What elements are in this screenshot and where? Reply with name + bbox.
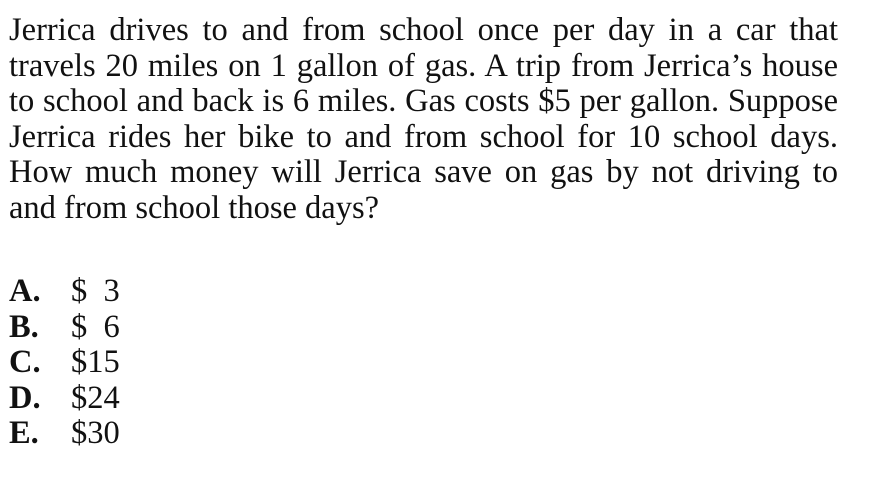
choice-value: $ 6 xyxy=(71,308,120,345)
choice-letter: E. xyxy=(9,415,39,451)
choice-letter: A. xyxy=(9,273,41,309)
answer-choices xyxy=(9,274,120,452)
choice-letter: D. xyxy=(9,379,41,416)
choice-letter: B. xyxy=(9,308,39,345)
choice-value: $ 3 xyxy=(71,273,120,309)
choice-e[interactable] xyxy=(9,416,120,452)
choice-value: $24 xyxy=(71,379,120,416)
choice-b[interactable] xyxy=(9,310,120,346)
choice-value: $30 xyxy=(71,415,120,451)
choice-c[interactable] xyxy=(9,345,120,381)
choice-a[interactable] xyxy=(9,274,120,310)
choice-d[interactable] xyxy=(9,381,120,417)
choice-value: $15 xyxy=(71,344,120,380)
question-text: Jerrica drives to and from school once per day in a car that travels 20 miles on 1 gallon of gas. A trip from Jerrica’s house to school and back is 6 miles. Gas costs $5 per gallon. Suppose Jerrica rides her bike to and from school for 10 school days. How much money will Jerrica save on gas by not driving to and from school those days? xyxy=(9,12,838,226)
choice-letter: C. xyxy=(9,344,41,380)
